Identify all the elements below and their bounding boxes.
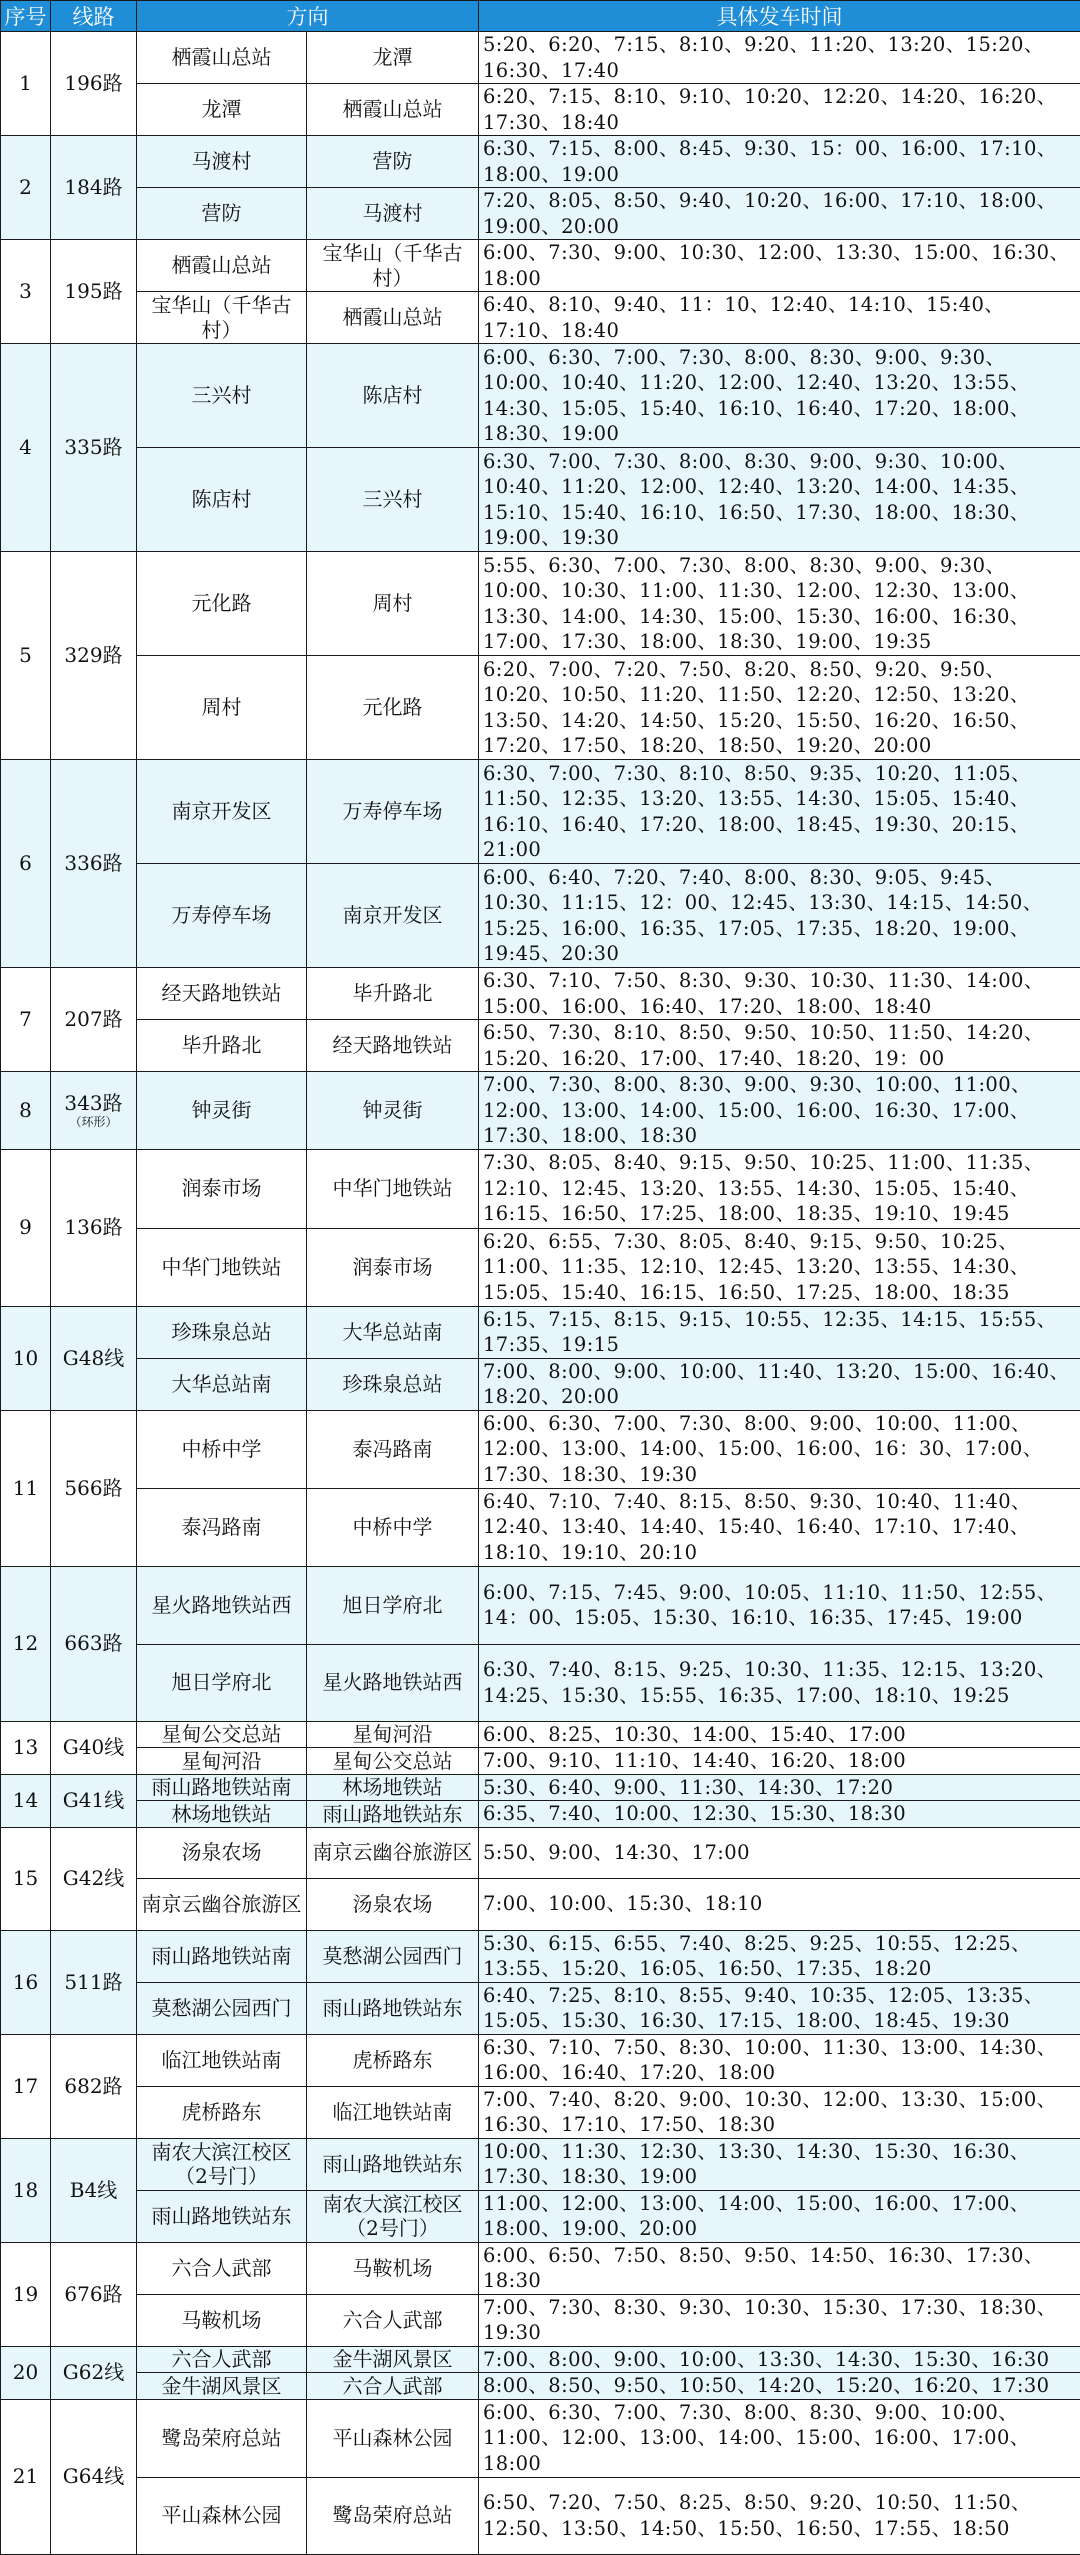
departure-times-cell: 7:00、7:40、8:20、9:00、10:30、12:00、13:30、15:00、16:30、17:10、17:50、18:30 xyxy=(479,2086,1080,2138)
route-cell xyxy=(51,1721,137,1774)
route-label: G64线 xyxy=(55,2464,132,2488)
direction-from-cell: 莫愁湖公园西门 xyxy=(137,1982,307,2034)
route-sub-label: （环形） xyxy=(55,1115,132,1129)
route-label: G40线 xyxy=(55,1735,132,1759)
direction-to-cell: 南农大滨江校区（2号门） xyxy=(307,2190,479,2242)
direction-to-cell: 马渡村 xyxy=(307,188,479,240)
departure-times-cell: 6:00、8:25、10:30、14:00、15:40、17:00 xyxy=(479,1721,1080,1748)
direction-to-cell: 润泰市场 xyxy=(307,1228,479,1306)
seq-cell: 5 xyxy=(1,552,51,760)
direction-to-cell: 雨山路地铁站东 xyxy=(307,1982,479,2034)
departure-times-cell: 6:00、7:30、9:00、10:30、12:00、13:30、15:00、16:30、18:00 xyxy=(479,240,1080,292)
direction-from-cell: 雨山路地铁站东 xyxy=(137,2190,307,2242)
departure-times-cell: 6:30、7:40、8:15、9:25、10:30、11:35、12:15、13:20、14:25、15:30、15:55、16:35、17:00、18:10、19:25 xyxy=(479,1644,1080,1721)
table-row xyxy=(1,2294,1080,2346)
departure-times-cell: 6:00、7:15、7:45、9:00、10:05、11:10、11:50、12:55、14：00、15:05、15:30、16:10、16:35、17:45、19:00 xyxy=(479,1566,1080,1644)
direction-from-cell: 大华总站南 xyxy=(137,1358,307,1410)
direction-from-cell: 经天路地铁站 xyxy=(137,968,307,1020)
direction-to-cell: 平山森林公园 xyxy=(307,2399,479,2477)
route-cell xyxy=(51,1306,137,1410)
seq-cell: 1 xyxy=(1,32,51,136)
route-label: B4线 xyxy=(55,2178,132,2202)
departure-times-cell: 6:00、6:40、7:20、7:40、8:00、8:30、9:05、9:45、10:30、11:15、12：00、12:45、13:30、14:15、14:50、15:25、16:00、16:35、17:05、17:35、18:20、19:00、19:45、20:30 xyxy=(479,864,1080,968)
route-label: G62线 xyxy=(55,2360,132,2384)
route-label: G48线 xyxy=(55,1346,132,1370)
table-row xyxy=(1,84,1080,136)
direction-from-cell: 三兴村 xyxy=(137,344,307,448)
departure-times-cell: 8:00、8:50、9:50、10:50、14:20、15:20、16:20、17:30 xyxy=(479,2373,1080,2400)
table-row xyxy=(1,2346,1080,2373)
direction-to-cell: 虎桥路东 xyxy=(307,2034,479,2086)
direction-to-cell: 万寿停车场 xyxy=(307,760,479,864)
direction-to-cell: 六合人武部 xyxy=(307,2373,479,2400)
direction-from-cell: 汤泉农场 xyxy=(137,1827,307,1878)
table-row xyxy=(1,552,1080,656)
departure-times-cell: 6:30、7:15、8:00、8:45、9:30、15：00、16:00、17:10、18:00、19:00 xyxy=(479,136,1080,188)
seq-cell: 3 xyxy=(1,240,51,344)
direction-from-cell: 宝华山（千华古村） xyxy=(137,292,307,344)
direction-from-cell: 珍珠泉总站 xyxy=(137,1306,307,1358)
table-row xyxy=(1,1878,1080,1930)
route-label: 682路 xyxy=(55,2074,132,2098)
route-cell xyxy=(51,552,137,760)
direction-to-cell: 泰冯路南 xyxy=(307,1410,479,1488)
departure-times-cell: 6:20、7:15、8:10、9:10、10:20、12:20、14:20、16:20、17:30、18:40 xyxy=(479,84,1080,136)
direction-to-cell: 莫愁湖公园西门 xyxy=(307,1930,479,1982)
table-row xyxy=(1,448,1080,552)
direction-to-cell: 金牛湖风景区 xyxy=(307,2346,479,2373)
route-label: 566路 xyxy=(55,1476,132,1500)
route-cell xyxy=(51,968,137,1072)
departure-times-cell: 5:30、6:40、9:00、11:30、14:30、17:20 xyxy=(479,1774,1080,1801)
route-cell xyxy=(51,1827,137,1930)
header-seq: 序号 xyxy=(1,1,51,32)
table-row xyxy=(1,760,1080,864)
route-label: 195路 xyxy=(55,279,132,303)
departure-times-cell: 7:20、8:05、8:50、9:40、10:20、16:00、17:10、18:00、19:00、20:00 xyxy=(479,188,1080,240)
route-label: 335路 xyxy=(55,435,132,459)
departure-times-cell: 6:20、6:55、7:30、8:05、8:40、9:15、9:50、10:25、11:00、11:35、12:10、12:45、13:20、13:55、14:30、15:05、15:40、16:15、16:50、17:25、18:00、18:35 xyxy=(479,1228,1080,1306)
departure-times-cell: 7:00、7:30、8:30、9:30、10:30、15:30、17:30、18:30、19:30 xyxy=(479,2294,1080,2346)
direction-to-cell: 汤泉农场 xyxy=(307,1878,479,1930)
direction-from-cell: 中华门地铁站 xyxy=(137,1228,307,1306)
departure-times-cell: 6:30、7:00、7:30、8:10、8:50、9:35、10:20、11:05、11:50、12:35、13:20、13:55、14:30、15:05、15:40、16:10、16:40、17:20、18:00、18:45、19:30、20:15、21:00 xyxy=(479,760,1080,864)
seq-cell: 20 xyxy=(1,2346,51,2399)
departure-times-cell: 6:40、7:25、8:10、8:55、9:40、10:35、12:05、13:35、15:05、15:30、16:30、17:15、18:00、18:45、19:30 xyxy=(479,1982,1080,2034)
departure-times-cell: 5:20、6:20、7:15、8:10、9:20、11:20、13:20、15:20、16:30、17:40 xyxy=(479,32,1080,84)
table-row xyxy=(1,188,1080,240)
direction-to-cell: 南京云幽谷旅游区 xyxy=(307,1827,479,1878)
direction-from-cell: 林场地铁站 xyxy=(137,1801,307,1828)
header-row xyxy=(1,1,1080,32)
direction-to-cell: 六合人武部 xyxy=(307,2294,479,2346)
departure-times-cell: 7:00、8:00、9:00、10:00、13:30、14:30、15:30、16:30 xyxy=(479,2346,1080,2373)
route-cell xyxy=(51,2242,137,2346)
direction-from-cell: 六合人武部 xyxy=(137,2346,307,2373)
table-row xyxy=(1,2034,1080,2086)
seq-cell: 2 xyxy=(1,136,51,240)
seq-cell: 10 xyxy=(1,1306,51,1410)
table-row xyxy=(1,1566,1080,1644)
departure-times-cell: 6:00、6:30、7:00、7:30、8:00、8:30、9:00、10:00、11:00、12:00、13:00、14:00、15:00、16:00、17:00、18:00 xyxy=(479,2399,1080,2477)
direction-from-cell: 中桥中学 xyxy=(137,1410,307,1488)
seq-cell: 12 xyxy=(1,1566,51,1721)
direction-to-cell: 林场地铁站 xyxy=(307,1774,479,1801)
departure-times-cell: 6:30、7:10、7:50、8:30、10:00、11:30、13:00、14:30、16:00、16:40、17:20、18:00 xyxy=(479,2034,1080,2086)
table-row xyxy=(1,864,1080,968)
direction-to-cell: 毕升路北 xyxy=(307,968,479,1020)
seq-cell: 14 xyxy=(1,1774,51,1827)
direction-from-cell: 润泰市场 xyxy=(137,1149,307,1228)
route-cell xyxy=(51,32,137,136)
route-label: 663路 xyxy=(55,1631,132,1655)
seq-cell: 21 xyxy=(1,2399,51,2554)
departure-times-cell: 5:55、6:30、7:00、7:30、8:00、8:30、9:00、9:30、10:00、10:30、11:00、11:30、12:00、12:30、13:00、13:30、14:00、14:30、15:00、15:30、16:00、16:30、17:00、17:30、18:00、18:30、19:00、19:35 xyxy=(479,552,1080,656)
direction-to-cell: 三兴村 xyxy=(307,448,479,552)
direction-to-cell: 栖霞山总站 xyxy=(307,292,479,344)
route-label: 136路 xyxy=(55,1215,132,1239)
table-row xyxy=(1,1982,1080,2034)
departure-times-cell: 5:30、6:15、6:55、7:40、8:25、9:25、10:55、12:25、13:55、15:20、16:05、16:50、17:35、18:20 xyxy=(479,1930,1080,1982)
route-label: 196路 xyxy=(55,71,132,95)
direction-to-cell: 珍珠泉总站 xyxy=(307,1358,479,1410)
direction-to-cell: 旭日学府北 xyxy=(307,1566,479,1644)
direction-to-cell: 鹭岛荣府总站 xyxy=(307,2477,479,2554)
direction-from-cell: 龙潭 xyxy=(137,84,307,136)
route-label: 329路 xyxy=(55,643,132,667)
route-cell xyxy=(51,1774,137,1827)
table-row xyxy=(1,1149,1080,1228)
departure-times-cell: 7:00、10:00、15:30、18:10 xyxy=(479,1878,1080,1930)
route-cell xyxy=(51,1072,137,1150)
departure-times-cell: 11:00、12:00、13:00、14:00、15:00、16:00、17:00、18:00、19:00、20:00 xyxy=(479,2190,1080,2242)
direction-to-cell: 中华门地铁站 xyxy=(307,1149,479,1228)
departure-times-cell: 6:00、6:30、7:00、7:30、8:00、9:00、10:00、11:00、12:00、13:00、14:00、15:00、16:00、16：30、17:00、17:30、18:30、19:30 xyxy=(479,1410,1080,1488)
direction-to-cell: 星甸公交总站 xyxy=(307,1748,479,1775)
route-cell xyxy=(51,2138,137,2242)
direction-to-cell: 栖霞山总站 xyxy=(307,84,479,136)
seq-cell: 16 xyxy=(1,1930,51,2034)
table-row xyxy=(1,1306,1080,1358)
direction-to-cell: 大华总站南 xyxy=(307,1306,479,1358)
route-label: 511路 xyxy=(55,1970,132,1994)
direction-to-cell: 营防 xyxy=(307,136,479,188)
route-label: 676路 xyxy=(55,2282,132,2306)
table-row xyxy=(1,240,1080,292)
direction-from-cell: 马鞍机场 xyxy=(137,2294,307,2346)
table-row xyxy=(1,1228,1080,1306)
seq-cell: 11 xyxy=(1,1410,51,1566)
table-row xyxy=(1,1801,1080,1828)
table-row xyxy=(1,1721,1080,1748)
direction-to-cell: 龙潭 xyxy=(307,32,479,84)
departure-times-cell: 5:50、9:00、14:30、17:00 xyxy=(479,1827,1080,1878)
seq-cell: 17 xyxy=(1,2034,51,2138)
direction-to-cell: 中桥中学 xyxy=(307,1488,479,1566)
route-label: 343路 xyxy=(55,1091,132,1115)
table-row xyxy=(1,1358,1080,1410)
departure-times-cell: 7:30、8:05、8:40、9:15、9:50、10:25、11:00、11:35、12:10、12:45、13:20、13:55、14:30、15:05、15:40、16:15、16:50、17:25、18:00、18:35、19:10、19:45 xyxy=(479,1149,1080,1228)
table-row xyxy=(1,2373,1080,2400)
departure-times-cell: 6:40、7:10、7:40、8:15、8:50、9:30、10:40、11:40、12:40、13:40、14:40、15:40、16:40、17:10、17:40、18:10、19:10、20:10 xyxy=(479,1488,1080,1566)
table-row xyxy=(1,2086,1080,2138)
direction-from-cell: 南京云幽谷旅游区 xyxy=(137,1878,307,1930)
direction-to-cell: 周村 xyxy=(307,552,479,656)
departure-times-cell: 6:30、7:00、7:30、8:00、8:30、9:00、9:30、10:00、10:40、11:20、12:00、12:40、13:20、14:00、14:35、15:10、15:40、16:10、16:50、17:30、18:00、18:30、19:00、19:30 xyxy=(479,448,1080,552)
table-row xyxy=(1,1072,1080,1150)
departure-times-cell: 6:30、7:10、7:50、8:30、9:30、10:30、11:30、14:00、15:00、16:00、16:40、17:20、18:00、18:40 xyxy=(479,968,1080,1020)
seq-cell: 8 xyxy=(1,1072,51,1150)
direction-from-cell: 马渡村 xyxy=(137,136,307,188)
table-row xyxy=(1,1748,1080,1775)
direction-to-cell: 钟灵街 xyxy=(307,1072,479,1150)
direction-from-cell: 临江地铁站南 xyxy=(137,2034,307,2086)
direction-from-cell: 六合人武部 xyxy=(137,2242,307,2294)
table-row xyxy=(1,2138,1080,2190)
table-row xyxy=(1,1930,1080,1982)
header-times: 具体发车时间 xyxy=(479,1,1080,32)
seq-cell: 19 xyxy=(1,2242,51,2346)
direction-to-cell: 元化路 xyxy=(307,656,479,760)
departure-times-cell: 6:20、7:00、7:20、7:50、8:20、8:50、9:20、9:50、10:20、10:50、11:20、11:50、12:20、12:50、13:20、13:50、14:20、14:50、15:20、15:50、16:20、16:50、17:20、17:50、18:20、18:50、19:20、20:00 xyxy=(479,656,1080,760)
departure-times-cell: 6:50、7:20、7:50、8:25、8:50、9:20、10:50、11:50、12:50、13:50、14:50、15:50、16:50、17:55、18:50 xyxy=(479,2477,1080,2554)
route-cell xyxy=(51,2399,137,2554)
route-cell xyxy=(51,1566,137,1721)
direction-from-cell: 鹭岛荣府总站 xyxy=(137,2399,307,2477)
direction-from-cell: 雨山路地铁站南 xyxy=(137,1774,307,1801)
departure-times-cell: 10:00、11:30、12:30、13:30、14:30、15:30、16:30、17:30、18:30、19:00 xyxy=(479,2138,1080,2190)
table-row xyxy=(1,32,1080,84)
direction-from-cell: 栖霞山总站 xyxy=(137,240,307,292)
table-row xyxy=(1,968,1080,1020)
route-label: 207路 xyxy=(55,1007,132,1031)
direction-to-cell: 星火路地铁站西 xyxy=(307,1644,479,1721)
seq-cell: 6 xyxy=(1,760,51,968)
direction-from-cell: 金牛湖风景区 xyxy=(137,2373,307,2400)
seq-cell: 9 xyxy=(1,1149,51,1306)
table-row xyxy=(1,1644,1080,1721)
direction-to-cell: 宝华山（千华古村） xyxy=(307,240,479,292)
table-row xyxy=(1,136,1080,188)
table-row xyxy=(1,2242,1080,2294)
table-row xyxy=(1,344,1080,448)
direction-from-cell: 钟灵街 xyxy=(137,1072,307,1150)
table-row xyxy=(1,1410,1080,1488)
route-label: 184路 xyxy=(55,175,132,199)
departure-times-cell: 6:00、6:50、7:50、8:50、9:50、14:50、16:30、17:30、18:30 xyxy=(479,2242,1080,2294)
table-row xyxy=(1,2477,1080,2554)
route-cell xyxy=(51,760,137,968)
direction-from-cell: 元化路 xyxy=(137,552,307,656)
direction-from-cell: 星甸河沿 xyxy=(137,1748,307,1775)
departure-times-cell: 7:00、9:10、11:10、14:40、16:20、18:00 xyxy=(479,1748,1080,1775)
direction-to-cell: 南京开发区 xyxy=(307,864,479,968)
direction-from-cell: 万寿停车场 xyxy=(137,864,307,968)
header-direction: 方向 xyxy=(137,1,479,32)
route-cell xyxy=(51,1149,137,1306)
seq-cell: 7 xyxy=(1,968,51,1072)
seq-cell: 15 xyxy=(1,1827,51,1930)
direction-from-cell: 南京开发区 xyxy=(137,760,307,864)
direction-from-cell: 毕升路北 xyxy=(137,1020,307,1072)
direction-to-cell: 雨山路地铁站东 xyxy=(307,2138,479,2190)
route-cell xyxy=(51,136,137,240)
departure-times-cell: 7:00、7:30、8:00、8:30、9:00、9:30、10:00、11:00、12:00、13:00、14:00、15:00、16:00、16:30、17:00、17:30、18:00、18:30 xyxy=(479,1072,1080,1150)
direction-to-cell: 马鞍机场 xyxy=(307,2242,479,2294)
direction-from-cell: 旭日学府北 xyxy=(137,1644,307,1721)
direction-from-cell: 周村 xyxy=(137,656,307,760)
seq-cell: 13 xyxy=(1,1721,51,1774)
route-cell xyxy=(51,1930,137,2034)
direction-from-cell: 星火路地铁站西 xyxy=(137,1566,307,1644)
route-label: G41线 xyxy=(55,1788,132,1812)
table-row xyxy=(1,656,1080,760)
seq-cell: 18 xyxy=(1,2138,51,2242)
direction-from-cell: 营防 xyxy=(137,188,307,240)
route-cell xyxy=(51,344,137,552)
direction-to-cell: 经天路地铁站 xyxy=(307,1020,479,1072)
route-cell xyxy=(51,1410,137,1566)
departure-times-cell: 6:50、7:30、8:10、8:50、9:50、10:50、11:50、14:20、15:20、16:20、17:00、17:40、18:20、19：00 xyxy=(479,1020,1080,1072)
direction-from-cell: 雨山路地铁站南 xyxy=(137,1930,307,1982)
departure-times-cell: 6:40、8:10、9:40、11：10、12:40、14:10、15:40、17:10、18:40 xyxy=(479,292,1080,344)
direction-from-cell: 平山森林公园 xyxy=(137,2477,307,2554)
route-label: G42线 xyxy=(55,1866,132,1890)
route-cell xyxy=(51,2346,137,2399)
header-route: 线路 xyxy=(51,1,137,32)
seq-cell: 4 xyxy=(1,344,51,552)
table-row xyxy=(1,2190,1080,2242)
table-row xyxy=(1,2399,1080,2477)
route-cell xyxy=(51,240,137,344)
departure-times-cell: 6:35、7:40、10:00、12:30、15:30、18:30 xyxy=(479,1801,1080,1828)
departure-times-cell: 6:00、6:30、7:00、7:30、8:00、8:30、9:00、9:30、10:00、10:40、11:20、12:00、12:40、13:20、13:55、14:30、15:05、15:40、16:10、16:40、17:20、18:00、18:30、19:00 xyxy=(479,344,1080,448)
direction-from-cell: 南农大滨江校区（2号门） xyxy=(137,2138,307,2190)
table-row xyxy=(1,1774,1080,1801)
route-cell xyxy=(51,2034,137,2138)
table-row xyxy=(1,1020,1080,1072)
direction-from-cell: 虎桥路东 xyxy=(137,2086,307,2138)
direction-from-cell: 栖霞山总站 xyxy=(137,32,307,84)
departure-times-cell: 7:00、8:00、9:00、10:00、11:40、13:20、15:00、16:40、18:20、20:00 xyxy=(479,1358,1080,1410)
direction-from-cell: 泰冯路南 xyxy=(137,1488,307,1566)
direction-to-cell: 雨山路地铁站东 xyxy=(307,1801,479,1828)
direction-from-cell: 星甸公交总站 xyxy=(137,1721,307,1748)
direction-from-cell: 陈店村 xyxy=(137,448,307,552)
direction-to-cell: 星甸河沿 xyxy=(307,1721,479,1748)
departure-times-cell: 6:15、7:15、8:15、9:15、10:55、12:35、14:15、15:55、17:35、19:15 xyxy=(479,1306,1080,1358)
table-row xyxy=(1,292,1080,344)
table-row xyxy=(1,1827,1080,1878)
route-label: 336路 xyxy=(55,851,132,875)
direction-to-cell: 临江地铁站南 xyxy=(307,2086,479,2138)
direction-to-cell: 陈店村 xyxy=(307,344,479,448)
table-row xyxy=(1,1488,1080,1566)
